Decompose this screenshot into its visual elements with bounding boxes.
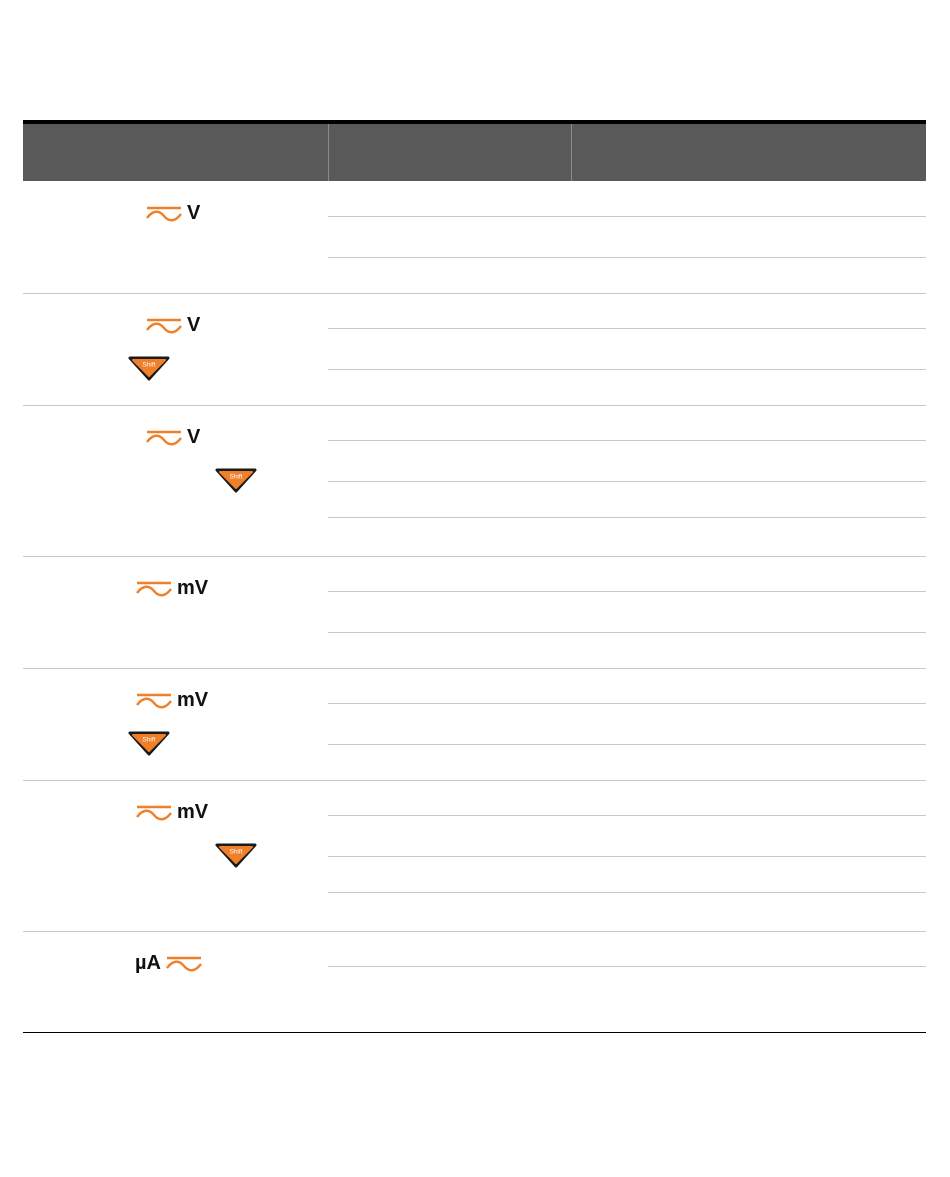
sub-row-divider bbox=[328, 744, 926, 745]
svg-text:Shift: Shift bbox=[229, 848, 243, 856]
unit-label: mV bbox=[177, 801, 209, 823]
sub-row-divider bbox=[328, 328, 926, 329]
ac-dc-wave-icon bbox=[145, 429, 183, 447]
sub-row-divider bbox=[328, 632, 926, 633]
svg-text:Shift: Shift bbox=[142, 361, 156, 369]
function-label bbox=[145, 202, 200, 225]
sub-row-divider bbox=[328, 481, 926, 482]
sub-row-divider bbox=[328, 856, 926, 857]
sub-row-divider bbox=[328, 257, 926, 258]
sub-row-divider bbox=[328, 216, 926, 217]
function-label bbox=[135, 952, 203, 975]
sub-row-divider bbox=[328, 517, 926, 518]
row-divider bbox=[23, 668, 926, 669]
function-label bbox=[135, 801, 208, 824]
svg-text:Shift: Shift bbox=[229, 473, 243, 481]
sub-row-divider bbox=[328, 703, 926, 704]
sub-row-divider bbox=[328, 440, 926, 441]
row-divider bbox=[23, 293, 926, 294]
table-bottom-rule bbox=[23, 1032, 926, 1033]
sub-row-divider bbox=[328, 591, 926, 592]
ac-dc-wave-icon bbox=[135, 580, 173, 598]
row-divider bbox=[23, 931, 926, 932]
ac-dc-wave-icon bbox=[145, 317, 183, 335]
sub-row-divider bbox=[328, 369, 926, 370]
svg-text:Shift: Shift bbox=[142, 736, 156, 744]
function-label bbox=[145, 314, 200, 337]
ac-dc-wave-icon bbox=[145, 205, 183, 223]
row-divider bbox=[23, 780, 926, 781]
row-divider bbox=[23, 556, 926, 557]
unit-label: V bbox=[187, 426, 201, 448]
ac-dc-wave-icon bbox=[165, 955, 203, 973]
ac-dc-wave-icon bbox=[135, 692, 173, 710]
function-label bbox=[135, 689, 208, 712]
unit-label: µA bbox=[135, 952, 161, 974]
ac-dc-wave-icon bbox=[135, 804, 173, 822]
sub-row-divider bbox=[328, 815, 926, 816]
unit-label: mV bbox=[177, 689, 209, 711]
unit-label: V bbox=[187, 314, 201, 336]
row-divider bbox=[23, 405, 926, 406]
sub-row-divider bbox=[328, 892, 926, 893]
header-cell-3 bbox=[572, 124, 926, 181]
shift-button-icon bbox=[128, 355, 170, 381]
function-label bbox=[135, 577, 208, 600]
unit-label: V bbox=[187, 202, 201, 224]
table-header bbox=[23, 124, 926, 181]
shift-button-icon bbox=[128, 730, 170, 756]
header-cell-1 bbox=[23, 124, 328, 181]
unit-label: mV bbox=[177, 577, 209, 599]
sub-row-divider bbox=[328, 966, 926, 967]
shift-button-icon bbox=[215, 842, 257, 868]
shift-button-icon bbox=[215, 467, 257, 493]
function-label bbox=[145, 426, 200, 449]
header-cell-2 bbox=[329, 124, 571, 181]
